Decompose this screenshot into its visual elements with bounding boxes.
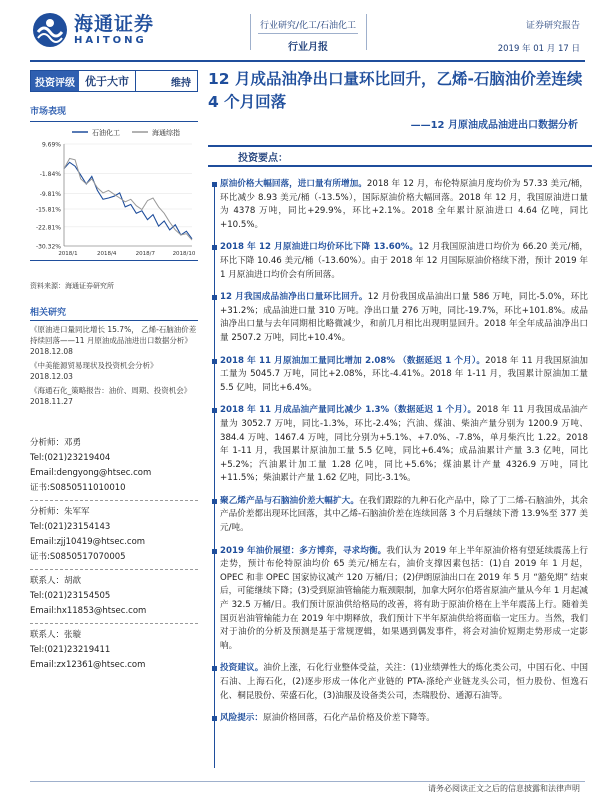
key-point-body: 12 月份我国成品油出口量 586 万吨，同比-5.0%，环比+31.2%；成品油进口量 310 万吨。净出口量 276 万吨，同比-19.7%，环比+101.8%。成品油净出口量与去年同期相比略微减少，和前几月相比出现明显回升。2018 年全年成品油净出口量 2507.2 万吨，同比+10.4%。	[220, 292, 589, 343]
left-sidebar	[30, 70, 198, 407]
header-rule	[30, 60, 585, 62]
header-divider-mid	[258, 33, 358, 34]
y-tick-label: -15.81%	[35, 206, 61, 214]
related-item[interactable]: 《中美能源贸易现状及投资机会分析》 2018.12.03	[30, 361, 158, 381]
key-point	[220, 291, 588, 345]
key-point-body: 我们认为 2019 年上半年原油价格有望延续震荡上行走势，预计布伦特原油均价 65 美元/桶左右，油价支撑因素包括：(1)自 2019 年 1 月起，OPEC 和非 OPEC 国家协议减产 120 万桶/日；(2)伊朗原油出口在 2019 年 5 月 “豁免期” 结束后，可能继续下降；(3)受到原油管输能力瓶颈限制，加拿大阿尔伯塔省原油产量从今年 1 月起减产 32.5 万桶/日。我们预计原油供给格局的改善，将有助于原油价格在上半年震荡上行。随着美国页岩油管输能力在 2019 年中期释放，我们预计下半年原油供给将面临一定压力。当然，我们对于油价的分析及预测是基于常规逻辑，如果遇到偶发事件，将会对油价短期走势形成一定影响。	[220, 545, 588, 651]
y-tick-label: -22.81%	[35, 224, 61, 232]
report-kind: 行业月报	[288, 42, 328, 53]
y-tick-label: -1.84%	[39, 170, 61, 178]
analyst-block	[30, 574, 198, 619]
key-point	[220, 545, 588, 654]
bullet-square-icon	[212, 666, 217, 671]
series-line-haitong-index	[64, 159, 192, 241]
key-point	[220, 495, 588, 536]
key-points-header	[208, 145, 592, 167]
performance-chart-svg	[30, 122, 198, 262]
key-points-rule	[214, 183, 215, 768]
key-point-head: 投资建议。	[220, 663, 264, 674]
analyst-block	[30, 505, 198, 565]
x-tick-label: 2018/1	[58, 251, 78, 257]
header-divider-right	[366, 14, 367, 50]
key-point-head: 2018 年 12 月原油进口均价环比下降 13.60%。	[220, 242, 419, 253]
x-tick-label: 2018/10	[172, 251, 196, 257]
key-point-head: 聚乙烯产品与石脑油价差大幅扩大。	[220, 495, 360, 506]
y-tick-label: -30.32%	[35, 243, 61, 251]
key-points-list	[220, 178, 588, 735]
haitong-logo-icon	[32, 12, 68, 48]
related-research-title: 相关研究	[30, 305, 198, 321]
key-points-title: 投资要点：	[238, 152, 288, 164]
key-point-head: 2019 年油价展望：多方博弈，寻求均衡。	[220, 545, 387, 556]
analyst-contacts	[30, 436, 198, 677]
rating-label: 投资评级	[31, 71, 79, 91]
key-point-body: 原油价格回落，石化产品价格及价差下降等。	[262, 713, 435, 724]
related-item[interactable]: 《原油进口量同比增长 15.7%， 乙烯-石脑油价差持续回落——11 月原油成品油进出口数据分析》 2018.12.08	[30, 325, 197, 356]
report-type: 证券研究报告	[525, 21, 580, 31]
bullet-square-icon	[212, 499, 217, 504]
key-point-body: 2018 年 11 月我国原油加工量为 5045.7 万吨，同比+2.08%，环比-4.41%。2018 年 1-11 月，我国累计原油加工量 5.5 亿吨，同比+6.4%。	[220, 355, 588, 393]
key-point	[220, 404, 588, 486]
analyst-email[interactable]: Email:dengyong@htsec.com	[30, 468, 152, 478]
bullet-square-icon	[212, 549, 217, 554]
logo-english-name: HAITONG	[74, 35, 147, 46]
key-point-body: 在我们跟踪的九种石化产品中，除了丁二烯-石脑油外，其余产品价差都出现环比回落，其中乙烯-石脑油价差在连续回落 3 个月后继续下滑 13.9%至 377 美元/吨。	[220, 495, 588, 534]
key-point-head: 2018 年 11 月成品油产量同比减少 1.3%（数据延迟 1 个月）。	[220, 405, 477, 416]
x-tick-label: 2018/4	[96, 251, 117, 257]
rating-value: 优于大市	[79, 71, 136, 91]
key-point	[220, 178, 588, 232]
analyst-email[interactable]: Email:hx11853@htsec.com	[30, 606, 147, 616]
analyst-email[interactable]: Email:zjj10419@htsec.com	[30, 537, 146, 547]
analyst-block	[30, 628, 198, 673]
report-date: 2019 年 01 月 17 日	[497, 44, 580, 54]
footer-disclaimer: 请务必阅读正文之后的信息披露和法律声明	[428, 784, 580, 793]
bullet-square-icon	[212, 245, 217, 250]
x-tick-label: 2018/7	[135, 251, 156, 257]
analyst-tel: Tel:(021)23154505	[30, 591, 111, 601]
main-content	[208, 68, 592, 167]
analyst-name: 联系人：胡歆	[30, 576, 82, 586]
bullet-square-icon	[212, 716, 217, 721]
analyst-tel: Tel:(021)23219404	[30, 453, 111, 463]
bullet-square-icon	[212, 408, 217, 413]
bullet-square-icon	[212, 295, 217, 300]
analyst-email[interactable]: Email:zx12361@htsec.com	[30, 660, 146, 670]
footer-rule	[30, 781, 585, 782]
analyst-name: 分析师：朱军军	[30, 507, 90, 517]
analyst-cert: 证书:S0850511010010	[30, 483, 126, 493]
key-point-head: 2018 年 11 月原油加工量同比增加 2.08% （数据延迟 1 个月）。	[220, 355, 486, 366]
report-category: 行业研究/化工/石油化工	[259, 21, 357, 31]
key-point-head: 12 月我国成品油净出口量环比回升。	[220, 292, 368, 303]
bullet-square-icon	[212, 182, 217, 187]
report-subtitle: ——12 月原油成品油进出口数据分析	[410, 120, 578, 131]
analyst-tel: Tel:(021)23154143	[30, 522, 111, 532]
logo-chinese-name: 海通证券	[74, 13, 155, 35]
key-point	[220, 241, 588, 282]
key-point	[220, 712, 588, 726]
haitong-logo	[32, 12, 154, 48]
analyst-name: 分析师：邓勇	[30, 438, 82, 448]
analyst-block	[30, 436, 198, 496]
legend-label: 海通综指	[152, 129, 180, 137]
report-header	[0, 0, 600, 64]
market-performance-title: 市场表现	[30, 107, 67, 117]
key-point-body: 12 月我国原油进口均价为 66.20 美元/桶，环比下降 10.46 美元/桶（-13.60%）。由于 2018 年 12 月国际原油价格续下滑，预计 2019 年 1 月原油进口均价会有所回落。	[220, 242, 589, 280]
key-point-body: 油价上涨，石化行业整体受益，关注：(1)业绩弹性大的炼化类公司，中国石化、中国石油、上海石化，(2)逐步形成一体化产业链的 PTA-涤纶产业链龙头公司，恒力股份、恒逸石化、桐昆股份、荣盛石化，(3)油服及设备类公司，杰瑞股份、通源石油等。	[220, 663, 588, 701]
legend-label: 石油化工	[92, 129, 120, 137]
analyst-cert: 证书:S0850517070005	[30, 552, 126, 562]
key-point	[220, 355, 588, 396]
analyst-name: 联系人：张璇	[30, 630, 82, 640]
report-title: 12 月成品油净出口量环比回升，乙烯-石脑油价差连续 4 个月回落	[208, 70, 583, 111]
key-point-head: 原油价格大幅回落，进口量有所增加。	[220, 179, 367, 189]
related-item[interactable]: 《海通石化_策略报告：油价、周期、投资机会》 2018.11.27	[30, 386, 192, 406]
y-tick-label: -9.81%	[39, 191, 61, 199]
key-point-head: 风险提示：	[220, 713, 263, 724]
chart-source: 资料来源：海通证券研究所	[30, 282, 114, 290]
key-point-body: 2018 年 11 月我国成品油产量为 3052.7 万吨，同比-1.3%，环比-2.4%；汽油、煤油、柴油产量分别为 1200.9 万吨、384.4 万吨、1467.4 万吨，同比分别为+5.1%、+7.0%、-7.8%，单月柴汽比 1.22。2018 年 1-11 月，我国累计原油加工量 5.5 亿吨，同比+6.4%；成品油累计产量 3.3 亿吨，同比+5.2%；汽油累计加工量 1.28 亿吨，同比+5.6%；煤油累计产量 4326.9 万吨，同比+11.5%；柴油累计产量 1.62 亿吨，同比-3.1%。	[220, 405, 588, 484]
rating-hold: 维持	[171, 77, 191, 89]
market-performance-chart	[30, 121, 198, 261]
analyst-separator	[30, 623, 198, 624]
analyst-separator	[30, 569, 198, 570]
key-point-body: 2018 年 12 月，布伦特原油月度均价为 57.33 美元/桶，环比减少 8.93 美元/桶（-13.5%），国际原油价格大幅回落。2018 年 12 月，我国原油进口量为 4378 万吨，同比+29.9%，环比+2.1%。2018 全年累计原油进口 4.64 亿吨，同比+10.5%。	[220, 179, 588, 230]
analyst-separator	[30, 500, 198, 501]
bullet-square-icon	[212, 359, 217, 364]
analyst-tel: Tel:(021)23219411	[30, 645, 111, 655]
key-point	[220, 662, 588, 703]
investment-rating	[30, 70, 198, 92]
y-tick-label: 9.69%	[41, 141, 61, 149]
